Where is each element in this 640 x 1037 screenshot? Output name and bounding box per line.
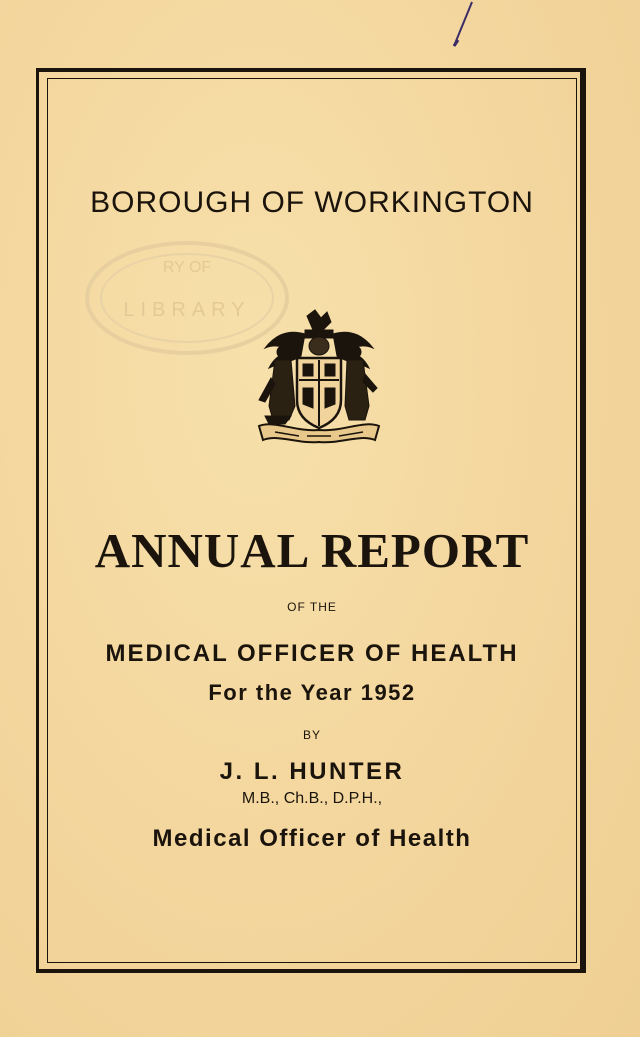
borough-heading: BOROUGH OF WORKINGTON bbox=[90, 186, 534, 219]
coat-of-arms-icon bbox=[255, 308, 380, 448]
author-degrees: M.B., Ch.B., D.P.H., bbox=[241, 790, 383, 807]
of-the-text: OF THE bbox=[287, 600, 337, 614]
stamp-middle-text: LIBRARY bbox=[123, 299, 251, 321]
author-name: J. L. HUNTER bbox=[219, 758, 405, 785]
year-line: For the Year 1952 bbox=[208, 680, 416, 705]
office-heading: MEDICAL OFFICER OF HEALTH bbox=[105, 640, 519, 667]
author-title: Medical Officer of Health bbox=[152, 825, 472, 852]
report-title: ANNUAL REPORT bbox=[94, 523, 530, 578]
stamp-top-text: RY OF bbox=[162, 259, 212, 276]
by-text: BY bbox=[302, 728, 321, 742]
border-right-rule bbox=[580, 68, 585, 973]
pencil-mark bbox=[448, 0, 478, 50]
